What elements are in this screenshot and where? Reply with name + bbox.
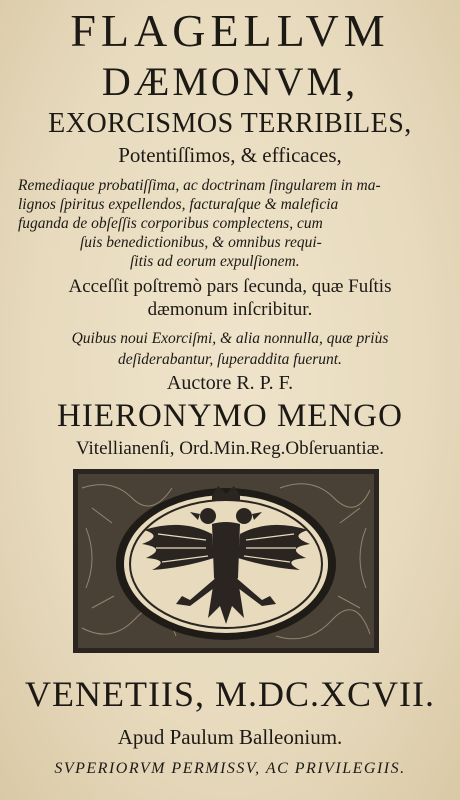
remedia-line: Remediaque probatiſſima, ac doctrinam ſingularem in ma-: [18, 177, 381, 194]
remedia-paragraph: [18, 176, 442, 271]
remedia-line: ſuis benedictionibus, & omnibus requi-: [80, 234, 322, 251]
double-headed-eagle-icon: [72, 468, 380, 654]
quibus-line-2: deſiderabantur, ſuperaddita fuerunt.: [118, 351, 342, 368]
author-name: HIERONYMO MENGO: [57, 398, 403, 434]
place-and-date: VENETIIS, M.DC.XCVII.: [25, 674, 435, 714]
printer-line: Apud Paulum Balleonium.: [117, 725, 343, 749]
author-origin: Vitellianenſi, Ord.Min.Reg.Obſeruantiæ.: [75, 438, 385, 459]
accessit-line-1: Acceſſit poſtremò pars ſecunda, quæ Fuſtis: [68, 276, 392, 297]
auctore-line: Auctore R. P. F.: [166, 372, 294, 394]
title-flagellum: FLAGELLVM: [70, 5, 390, 56]
subtitle-potentissimos: Potentiſſimos, & efficaces,: [118, 143, 342, 167]
subtitle-exorcismos: EXORCISMOS TERRIBILES,: [48, 108, 412, 139]
title-daemonum: DÆMONVM,: [101, 59, 359, 104]
permission-line: SVPERIORVM PERMISSV, AC PRIVILEGIIS.: [54, 760, 406, 777]
remedia-line: lignos ſpiritus expellendos, facturaſque & maleficia: [18, 196, 339, 213]
quibus-line-1: Quibus noui Exorciſmi, & alia nonnulla, quæ priùs: [71, 330, 389, 347]
remedia-line: ſitis ad eorum expulſionem.: [130, 253, 300, 270]
accessit-line-2: dæmonum inſcribitur.: [147, 299, 313, 320]
remedia-line: fuganda de obſeſſis corporibus complectens, cum: [18, 215, 323, 232]
